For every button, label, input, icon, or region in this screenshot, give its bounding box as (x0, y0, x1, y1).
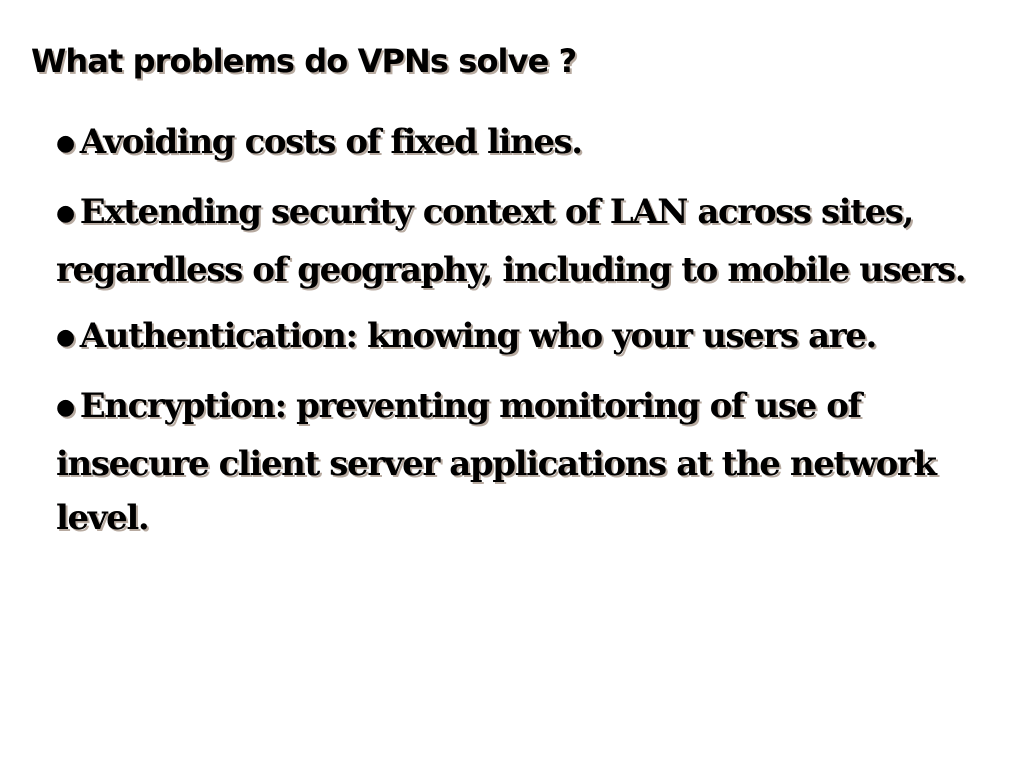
bullet-item-security-context (56, 185, 996, 297)
bullet-dot-icon: ● (56, 324, 74, 350)
bullet-text: Avoiding costs of fixed lines. (79, 122, 582, 162)
bullet-dot-icon: ● (56, 130, 74, 156)
bullet-item-encryption (56, 379, 996, 545)
bullet-text: Extending security context of LAN across sites, regardless of geography, including to mobile users. (56, 192, 966, 290)
bullet-list (56, 115, 996, 557)
bullet-item-costs (56, 115, 996, 173)
bullet-text: Authentication: knowing who your users are. (79, 316, 876, 356)
bullet-text: Encryption: preventing monitoring of use of insecure client server applications at the network level. (56, 386, 936, 538)
bullet-dot-icon: ● (56, 394, 74, 420)
slide-title: What problems do VPNs solve ? (31, 42, 577, 80)
bullet-dot-icon: ● (56, 200, 74, 226)
bullet-item-authentication (56, 309, 996, 367)
